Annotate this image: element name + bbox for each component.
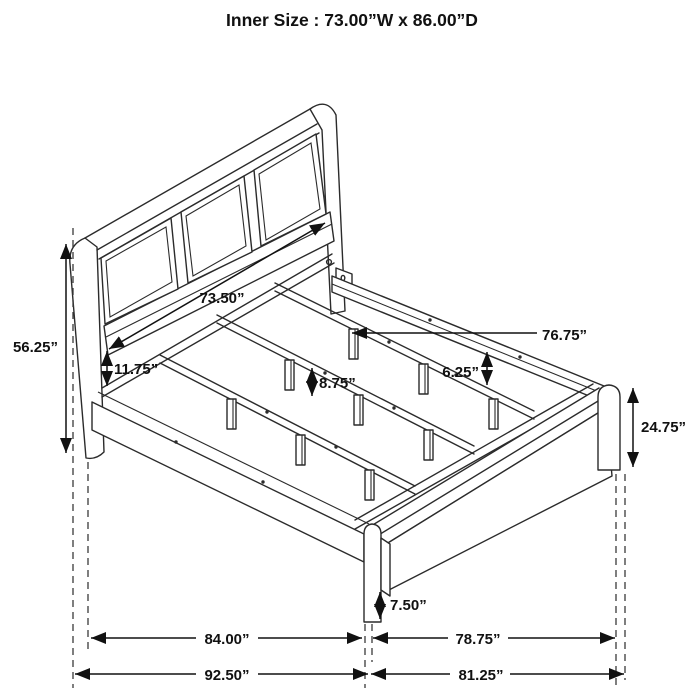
dimension-label-headboard-height: 56.25” [12,339,58,356]
dimension-label-headboard-width: 73.50” [199,290,245,307]
footboard-right-post [598,385,620,470]
dimension-label-frame-length: 84.00” [204,631,250,648]
dimension-label-leg-height: 8.75” [319,375,356,392]
dimension-label-rail-gap: 6.25” [442,364,479,381]
headboard [70,104,352,458]
support-leg [227,399,236,429]
support-leg [489,399,498,429]
support-leg [424,430,433,460]
footboard-left-post [364,524,381,622]
dimension-label-overall-width: 81.25” [458,667,504,684]
dimension-label-footboard-height: 24.75” [641,419,687,436]
support-leg [354,395,363,425]
support-leg [419,364,428,394]
support-leg [296,435,305,465]
support-leg [365,470,374,500]
dimension-label-overall-depth: 92.50” [204,667,250,684]
dimension-label-rail-clearance: 11.75” [114,361,159,378]
dimension-label-footboard-leg: 7.50” [390,597,427,614]
footboard-panel-end-cap [381,538,390,596]
dimension-label-slat-length: 76.75” [542,327,588,344]
diagram-title: Inner Size : 73.00”W x 86.00”D [226,10,478,30]
dimension-label-footboard-inner-width: 78.75” [455,631,501,648]
support-leg [285,360,294,390]
